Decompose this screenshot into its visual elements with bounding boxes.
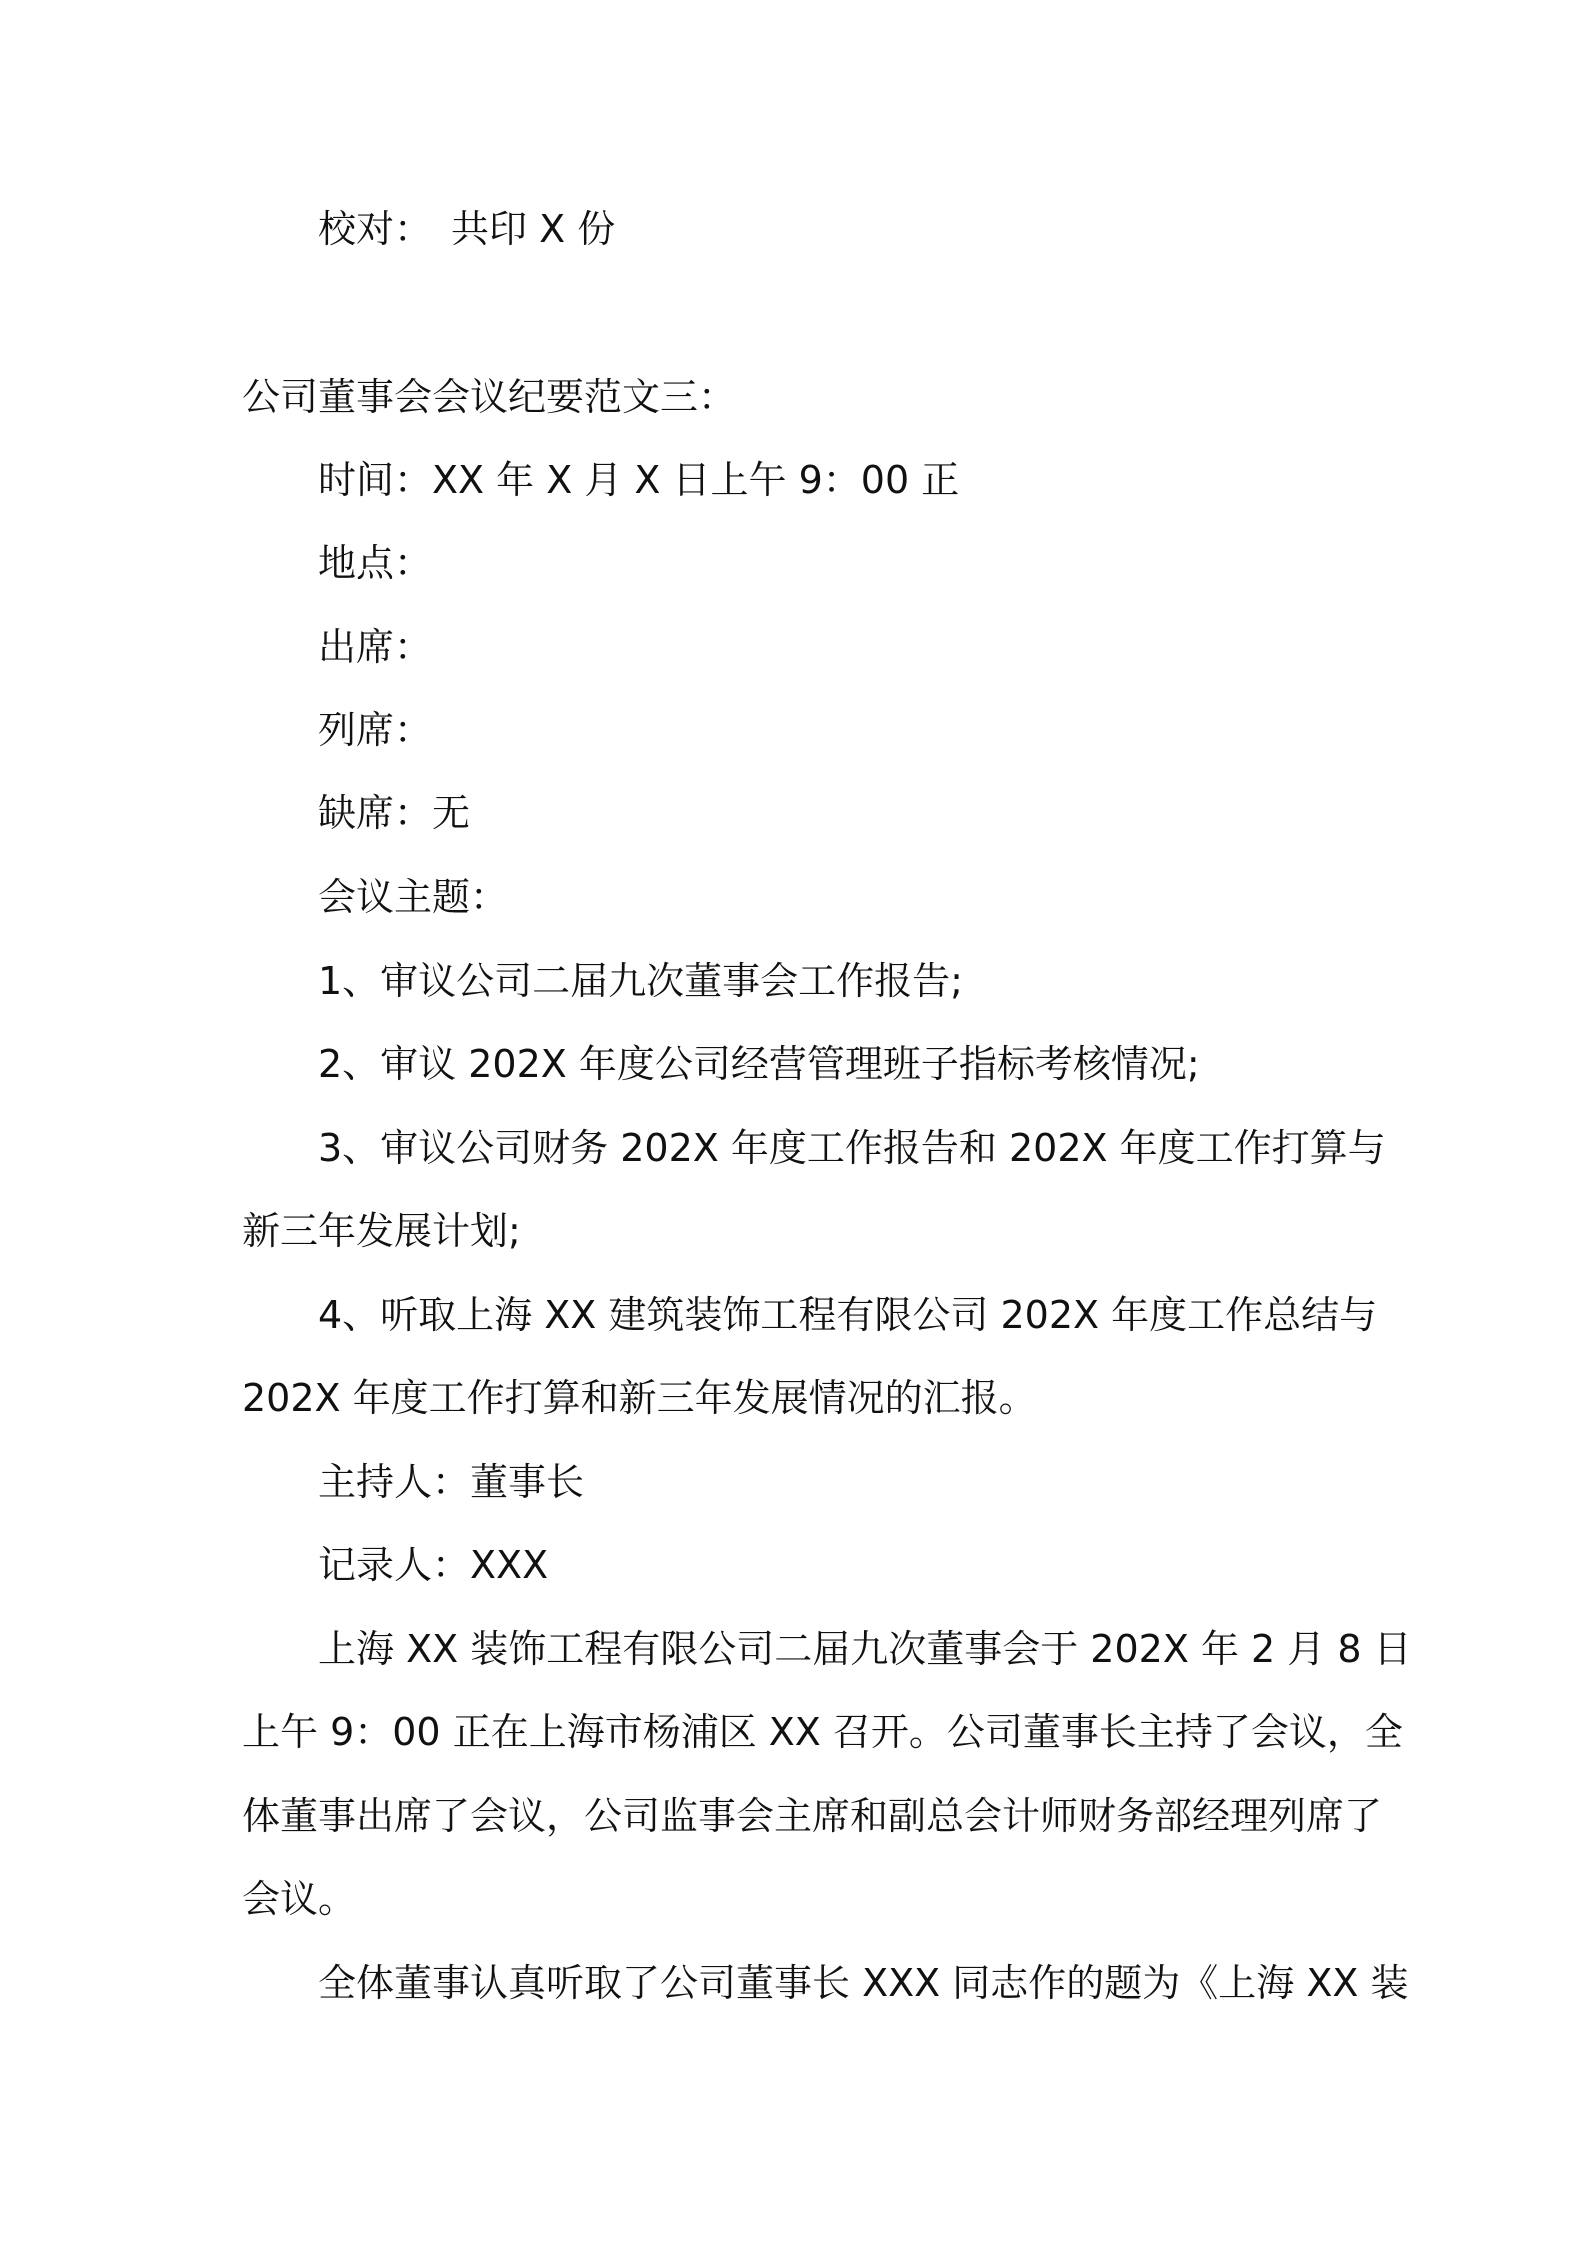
body-paragraph-2-line-1: 全体董事认真听取了公司董事长 XXX 同志作的题为《上海 XX 装 <box>318 1961 1409 2005</box>
topic-item-3-line-1: 3、审议公司财务 202X 年度工作报告和 202X 年度工作打算与 <box>318 1126 1386 1170</box>
section-title: 公司董事会会议纪要范文三： <box>242 375 737 419</box>
meeting-recorder: 记录人：XXX <box>318 1543 549 1587</box>
body-paragraph-1-line-3: 体董事出席了会议，公司监事会主席和副总会计师财务部经理列席了 <box>242 1794 1383 1838</box>
body-paragraph-1-line-2: 上午 9：00 正在上海市杨浦区 XX 召开。公司董事长主持了会议，全 <box>242 1710 1403 1754</box>
topic-item-3-line-2: 新三年发展计划; <box>242 1209 521 1253</box>
meeting-time: 时间：XX 年 X 月 X 日上午 9：00 正 <box>318 458 960 502</box>
meeting-topic-heading: 会议主题： <box>318 875 509 919</box>
meeting-observers: 列席： <box>318 708 433 752</box>
meeting-attendees: 出席： <box>318 625 433 669</box>
meeting-absent: 缺席：无 <box>318 791 471 835</box>
topic-item-2: 2、审议 202X 年度公司经营管理班子指标考核情况; <box>318 1042 1200 1086</box>
body-paragraph-1-line-1: 上海 XX 装饰工程有限公司二届九次董事会于 202X 年 2 月 8 日 <box>318 1627 1412 1671</box>
topic-item-4-line-1: 4、听取上海 XX 建筑装饰工程有限公司 202X 年度工作总结与 <box>318 1293 1378 1337</box>
body-paragraph-1-line-4: 会议。 <box>242 1877 357 1921</box>
topic-item-4-line-2: 202X 年度工作打算和新三年发展情况的汇报。 <box>242 1376 1037 1420</box>
meeting-location: 地点： <box>318 541 433 585</box>
topic-item-1: 1、审议公司二届九次董事会工作报告; <box>318 959 963 1003</box>
meeting-host: 主持人：董事长 <box>318 1460 585 1504</box>
proofread-line: 校对： 共印 X 份 <box>318 207 616 251</box>
